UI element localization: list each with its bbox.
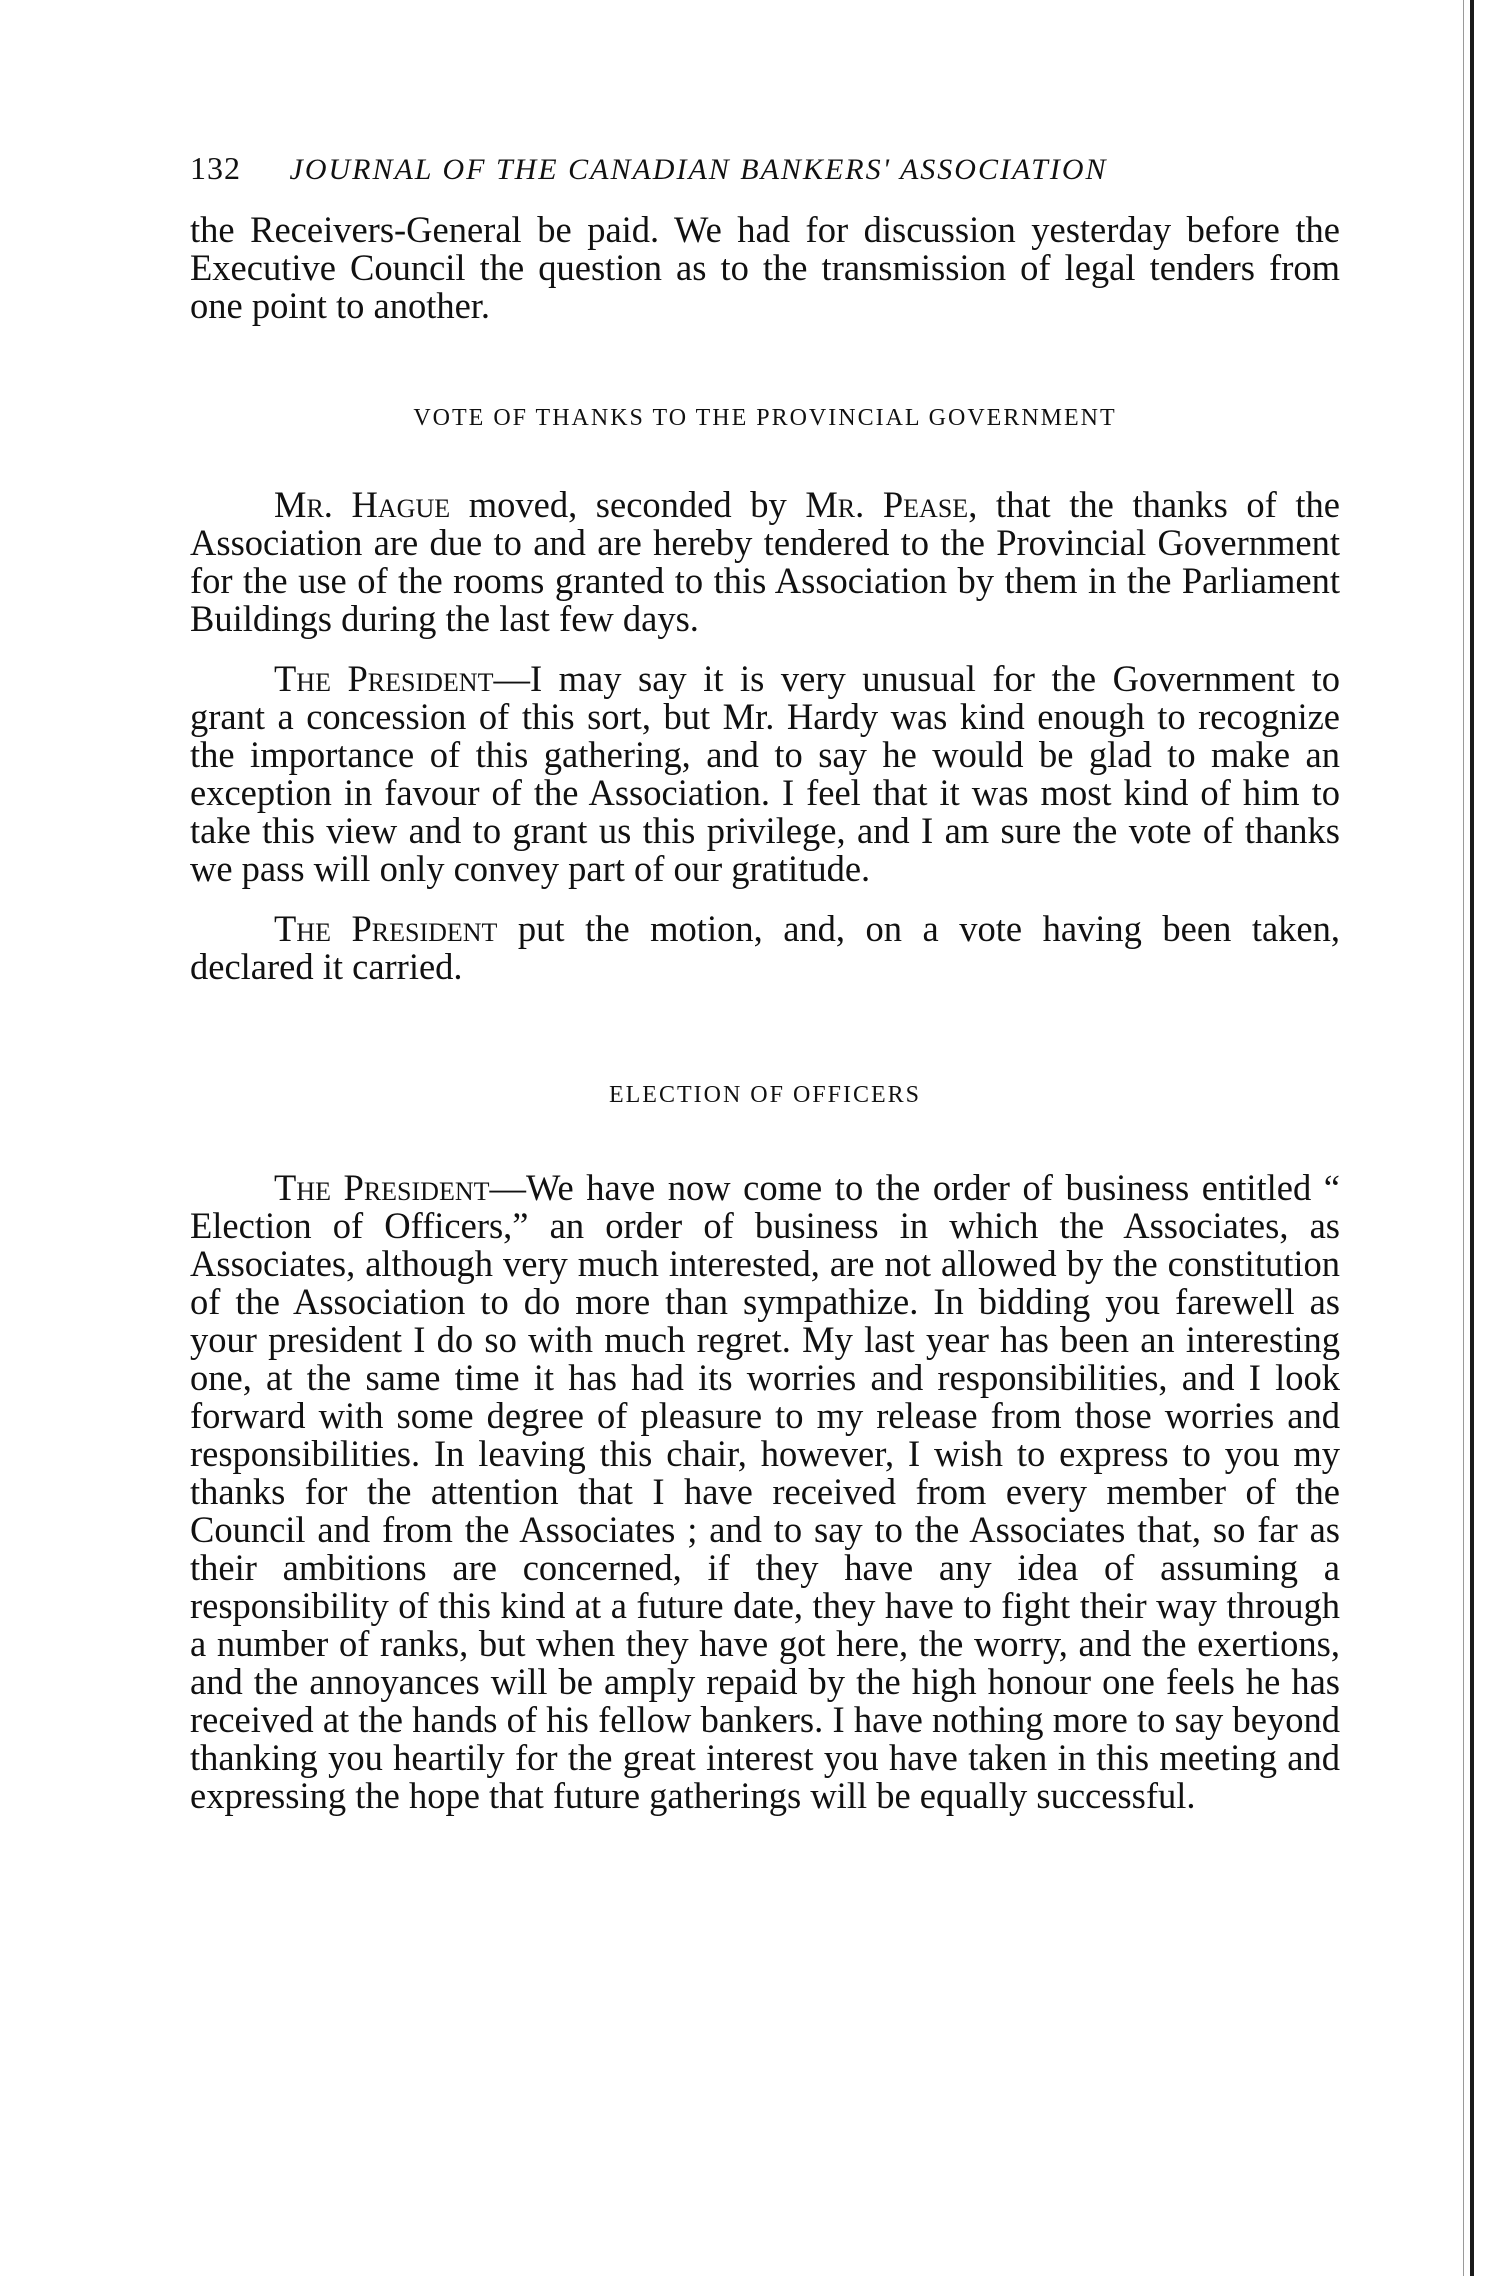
speaker-name: The President xyxy=(274,658,494,699)
speaker-name: The President xyxy=(274,1167,490,1208)
page-edge-border xyxy=(1470,0,1474,2276)
speaker-name: Mr. Hague xyxy=(274,484,451,525)
paragraph-motion xyxy=(190,486,1340,638)
paragraph-motion-carried xyxy=(190,910,1340,986)
running-header xyxy=(190,150,1340,187)
speaker-name: The President xyxy=(274,908,498,949)
continued-paragraph: the Receivers-General be paid. We had for discussion yesterday before the Executive Council the question as to the transmission of legal tenders from one point to another. xyxy=(190,209,1340,326)
page-number: 132 xyxy=(190,150,241,186)
paragraph-text: —We have now come to the order of business entitled “ Election of Officers,” an order of business in which the Associates, as Associates, although very much interested, are not allowed by the constitution of the Association to do more than sympathize. In bidding you farewell as your president I do so with much regret. My last year has been an interesting one, at the same time it has had its worries and responsibilities, and I look forward with some degree of pleasure to my release from those worries and responsibilities. In leaving this chair, however, I wish to express to you my thanks for the attention that I have received from every member of the Council and from the Associates ; and to say to the Associates that, so far as their ambitions are concerned, if they have any idea of assuming a responsibility of this kind at a future date, they have to fight their way through a number of ranks, but when they have got here, the worry, and the exertions, and the annoyances will be amply repaid by the high honour one feels he has received at the hands of his fellow bankers. I have nothing more to say beyond thanking you heartily for the great interest you have taken in this meeting and expressing the hope that future gatherings will be equally successful. xyxy=(190,1167,1340,1816)
paragraph-text: —I may say it is very unusual for the Government to grant a concession of this sort, but Mr. Hardy was kind enough to recognize the importance of this gathering, and to say he would be glad to make an exception in favour of the Association. I feel that it was most kind of him to take this view and to grant us this privilege, and I am sure the vote of thanks we pass will only convey part of our gratitude. xyxy=(190,658,1340,889)
paragraph-president-farewell xyxy=(190,1169,1340,1815)
paragraph-president-remarks xyxy=(190,660,1340,888)
section-heading-election-of-officers: ELECTION OF OFFICERS xyxy=(608,1082,922,1108)
paragraph-text: moved, seconded by xyxy=(450,484,806,525)
paragraph-text: , that the thanks of the Association are due to and are hereby tendered to the Provincial Government for the use of the rooms granted to this Association by them in the Parliament Buildings during the last few days. xyxy=(190,484,1340,639)
page-content xyxy=(190,150,1340,1815)
section-heading-vote-of-thanks: VOTE OF THANKS TO THE PROVINCIAL GOVERNMENT xyxy=(413,405,1117,431)
paragraph-text: put the motion, and, on a vote having been taken, declared it carried. xyxy=(190,908,1340,987)
journal-title: JOURNAL OF THE CANADIAN BANKERS' ASSOCIATION xyxy=(289,153,1108,186)
page-edge-shadow xyxy=(1463,0,1464,2276)
speaker-name: Mr. Pease xyxy=(805,484,969,525)
